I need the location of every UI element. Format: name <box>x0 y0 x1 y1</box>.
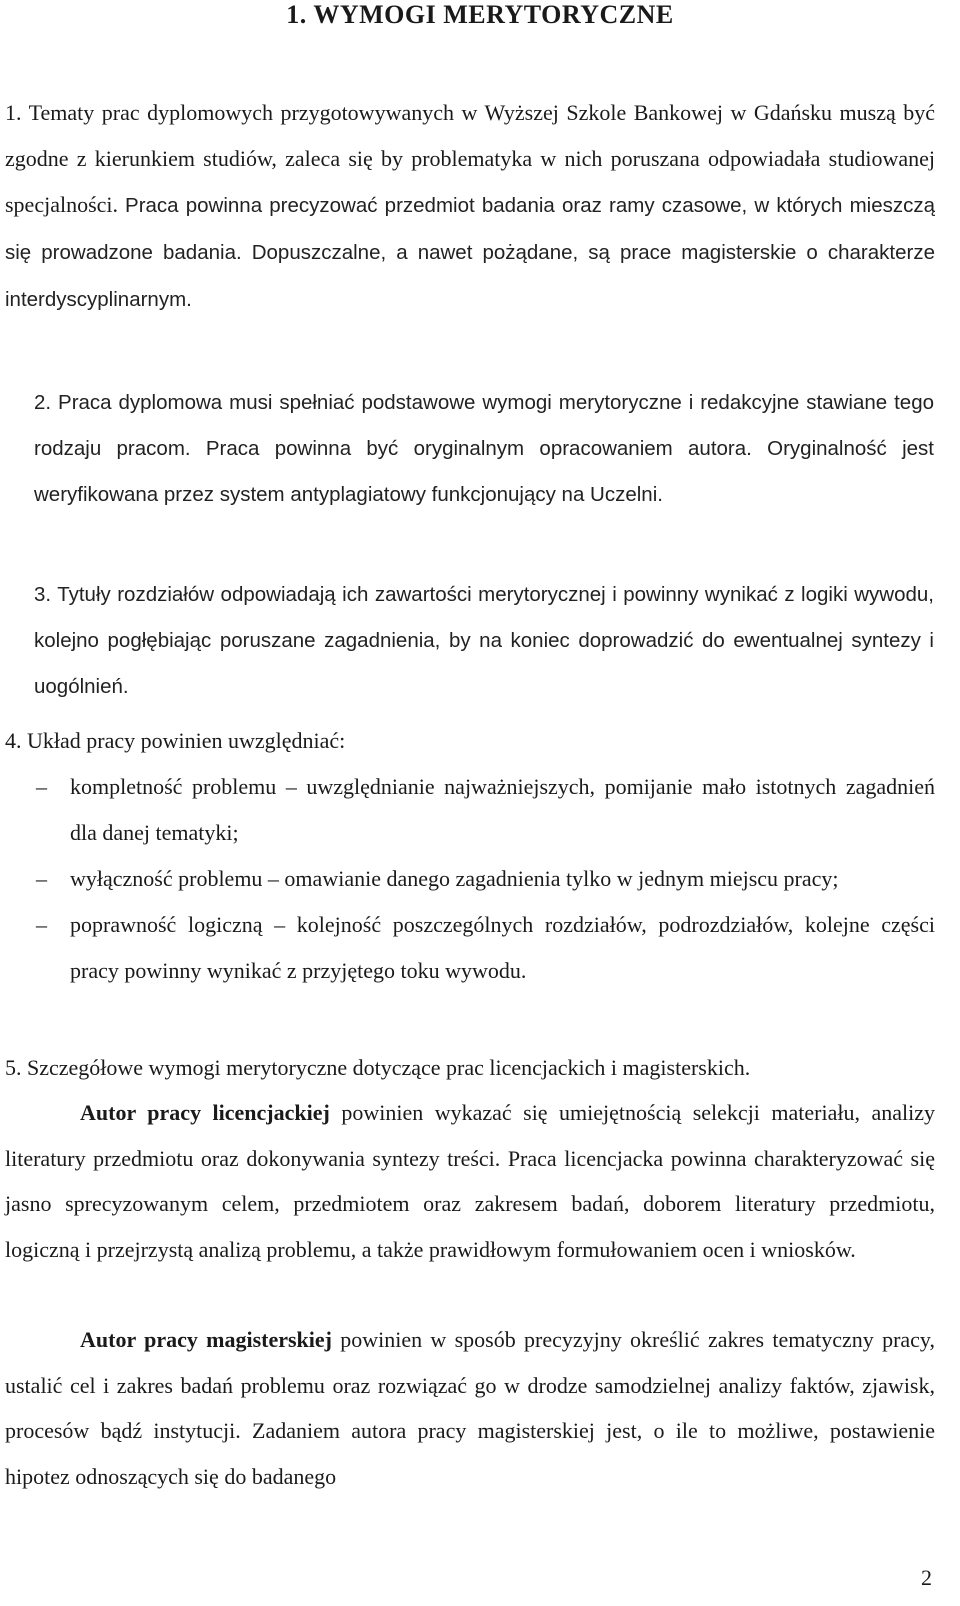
requirement-3: 3. Tytuły rozdziałów odpowiadają ich zawartości merytorycznej i powinny wynikać z logiki wywodu, kolejno pogłębiając poruszane zagadnienia, by na koniec doprowadzić do ewentualnej syntezy i uogólnień. <box>34 583 934 698</box>
bullet-text: poprawność logiczną – kolejność poszczególnych rozdziałów, podrozdziałów, kolejne części pracy powinny wynikać z przyjętego toku wywodu. <box>70 912 935 983</box>
master-text: powinien w sposób precyzyjny określić zakres tematyczny pracy, ustalić cel i zakres badań problemu oraz rozwiązać go w drodze samodzielnej analizy faktów, zjawisk, procesów bądź instytucji. Zadaniem autora pracy magisterskiej jest, o ile to możliwe, postawienie hipotez odnoszących się do badanego <box>5 1327 936 1489</box>
requirement-1-text: 1. <box>5 100 22 125</box>
requirement-1-body-2: Praca powinna precyzować przedmiot badania oraz ramy czasowe, w których mieszczą się prowadzone badania. Dopuszczalne, a nawet pożądane, są prace magisterskie o charakterze interdyscyplinarnym. <box>5 194 936 311</box>
requirement-4-intro: 4. Układ pracy powinien uwzględniać: <box>5 728 346 753</box>
requirement-4 <box>5 718 935 994</box>
page-number: 2 <box>921 1565 932 1590</box>
bachelor-text: powinien wykazać się umiejętnością selekcji materiału, analizy literatury przedmiotu oraz dokonywania syntezy treści. Praca licencjacka powinna charakteryzować się jasno sprecyzowanym celem, przedmiotem oraz zakresem badań, doborem literatury przedmiotu, logiczną i przejrzystą analizą problemu, a także prawidłowym formułowaniem ocen i wniosków. <box>5 1100 935 1262</box>
requirement-2: 2. Praca dyplomowa musi spełniać podstawowe wymogi merytoryczne i redakcyjne stawiane tego rodzaju pracom. Praca powinna być oryginalnym opracowaniem autora. Oryginalność jest weryfikowana przez system antyplagiatowy funkcjonujący na Uczelni. <box>34 391 934 506</box>
master-lead: Autor pracy magisterskiej <box>80 1327 332 1352</box>
bachelor-paragraph <box>5 1090 935 1272</box>
dash-marker: – <box>36 866 47 891</box>
requirement-1-body: Tematy prac dyplomowych przygotowywanych w Wyższej Szkole Bankowej w Gdańsku muszą być zgodne z kierunkiem studiów, zaleca się by problematyka w nich poruszana odpowiadała studiowanej specjalności. <box>5 100 935 217</box>
requirement-5: 5. Szczegółowe wymogi merytoryczne dotyczące prac licencjackich i magisterskich. <box>5 1055 751 1080</box>
requirement-1 <box>5 90 935 323</box>
bullet-item <box>5 764 935 856</box>
dash-marker: – <box>36 774 47 799</box>
bachelor-lead: Autor pracy licencjackiej <box>80 1100 330 1125</box>
dash-marker: – <box>36 912 47 937</box>
master-paragraph <box>5 1317 935 1499</box>
bullet-item <box>5 856 935 902</box>
bullet-item <box>5 902 935 994</box>
bullet-text: kompletność problemu – uwzględnianie najważniejszych, pomijanie mało istotnych zagadnień dla danej tematyki; <box>70 774 935 845</box>
bullet-text: wyłączność problemu – omawianie danego zagadnienia tylko w jednym miejscu pracy; <box>70 866 839 891</box>
page-title: 1. WYMOGI MERYTORYCZNE <box>286 0 674 29</box>
